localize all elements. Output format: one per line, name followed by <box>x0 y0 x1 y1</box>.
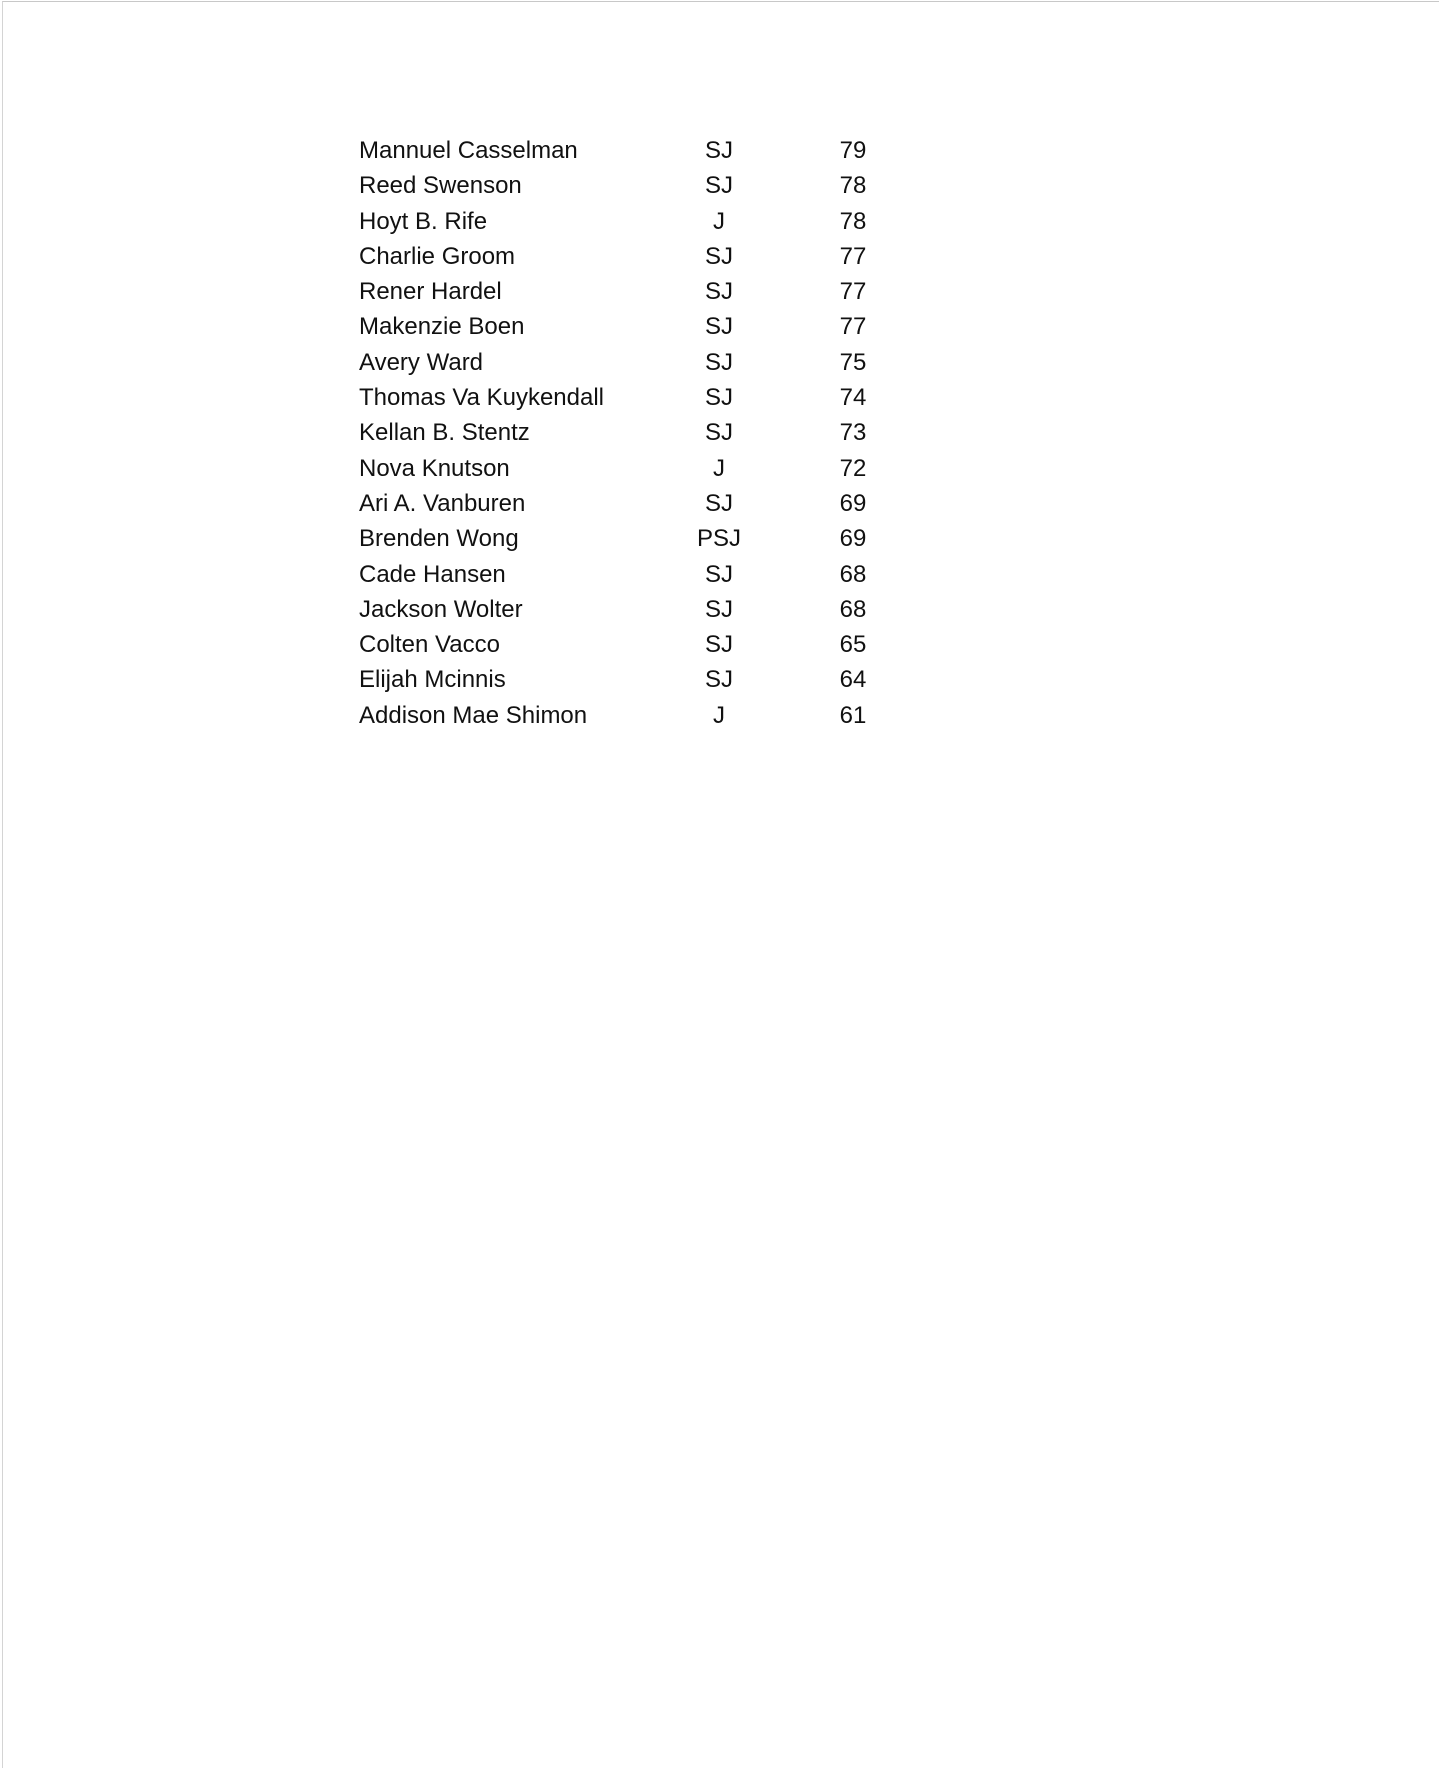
table-row <box>359 451 947 486</box>
row-class: SJ <box>704 419 733 447</box>
row-class: SJ <box>704 313 733 341</box>
roster-table-body <box>359 133 947 733</box>
row-score: 78 <box>839 207 867 235</box>
row-class: SJ <box>704 560 733 588</box>
table-row <box>359 239 947 274</box>
row-class: J <box>713 207 725 235</box>
row-class: SJ <box>704 242 733 270</box>
table-row <box>359 345 947 380</box>
row-class: SJ <box>704 278 733 306</box>
row-class: J <box>713 701 725 729</box>
table-row <box>359 380 947 415</box>
row-score: 77 <box>839 242 867 270</box>
row-score: 64 <box>839 666 867 694</box>
row-name: Elijah Mcinnis <box>359 666 506 694</box>
row-name: Jackson Wolter <box>359 595 523 623</box>
row-name: Nova Knutson <box>359 454 510 482</box>
row-score: 77 <box>839 313 867 341</box>
row-name: Charlie Groom <box>359 242 516 270</box>
row-score: 65 <box>839 631 867 659</box>
table-row <box>359 521 947 556</box>
row-name: Addison Mae Shimon <box>359 701 588 729</box>
row-class: SJ <box>704 489 733 517</box>
row-name: Kellan B. Stentz <box>359 419 530 447</box>
table-row <box>359 133 947 168</box>
row-name: Thomas Va Kuykendall <box>359 384 605 412</box>
row-name: Rener Hardel <box>359 278 502 306</box>
row-score: 74 <box>839 384 867 412</box>
row-score: 79 <box>839 137 867 164</box>
table-row <box>359 204 947 239</box>
row-score: 69 <box>839 489 867 517</box>
table-row <box>359 486 947 521</box>
table-row <box>359 592 947 627</box>
row-class: SJ <box>704 172 733 200</box>
table-row <box>359 557 947 592</box>
document-page <box>2 1 1439 1768</box>
table-row <box>359 309 947 344</box>
row-name: Hoyt B. Rife <box>359 207 488 235</box>
row-class: SJ <box>704 666 733 694</box>
row-name: Reed Swenson <box>359 172 522 200</box>
row-score: 69 <box>839 525 867 553</box>
row-name: Colten Vacco <box>359 631 500 659</box>
row-name: Makenzie Boen <box>359 313 525 341</box>
row-class: SJ <box>704 137 733 164</box>
table-row <box>359 662 947 697</box>
row-class: SJ <box>704 384 733 412</box>
row-class: SJ <box>704 595 733 623</box>
row-class: SJ <box>704 631 733 659</box>
row-name: Ari A. Vanburen <box>359 489 526 517</box>
row-score: 72 <box>839 454 867 482</box>
row-score: 75 <box>839 348 867 376</box>
row-score: 68 <box>839 560 867 588</box>
row-name: Avery Ward <box>359 348 484 376</box>
roster-table <box>359 133 947 733</box>
row-class: SJ <box>704 348 733 376</box>
table-row <box>359 698 947 733</box>
table-row <box>359 274 947 309</box>
row-score: 78 <box>839 172 867 200</box>
table-row <box>359 627 947 662</box>
row-name: Mannuel Casselman <box>359 137 578 164</box>
row-score: 61 <box>839 701 867 729</box>
row-name: Cade Hansen <box>359 560 506 588</box>
row-score: 73 <box>839 419 867 447</box>
table-row <box>359 415 947 450</box>
row-name: Brenden Wong <box>359 525 519 553</box>
row-score: 68 <box>839 595 867 623</box>
table-row <box>359 168 947 203</box>
row-score: 77 <box>839 278 867 306</box>
row-class: PSJ <box>696 525 741 553</box>
row-class: J <box>713 454 725 482</box>
